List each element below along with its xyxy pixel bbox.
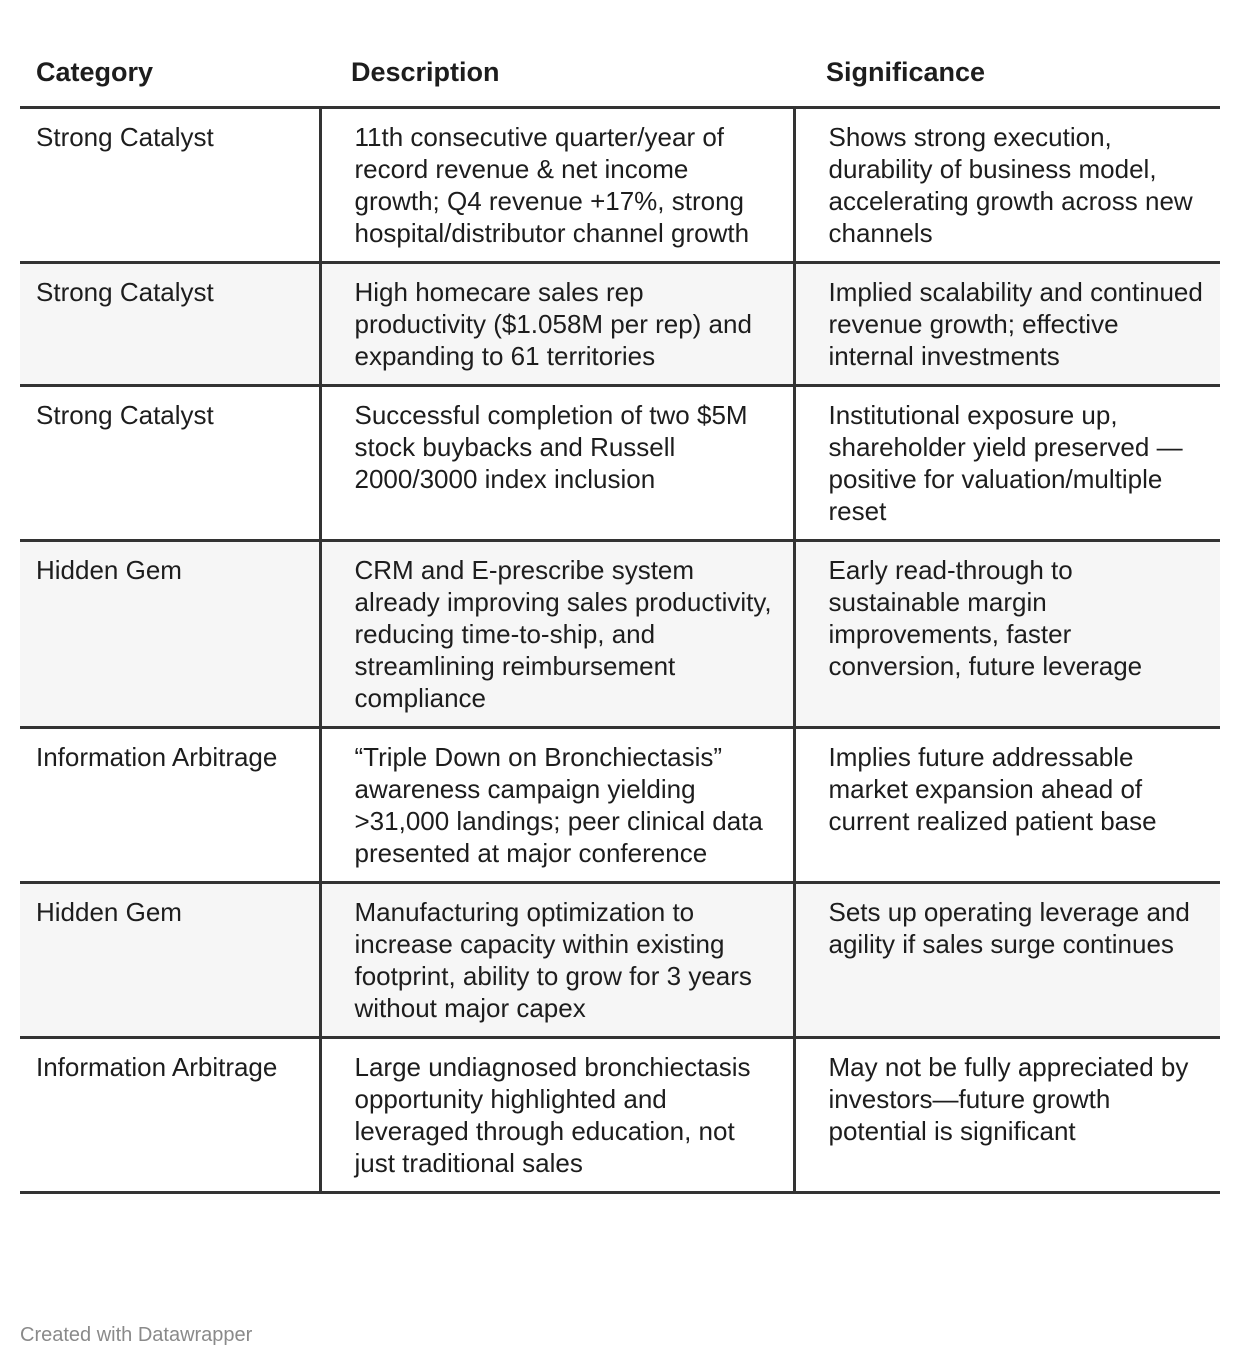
description-cell: CRM and E-prescribe system already improving sales productivity, reducing time-to-ship, and streamlining reimbursement compliance [320, 541, 794, 728]
column-header-description: Description [320, 40, 794, 108]
significance-cell: Shows strong execution, durability of business model, accelerating growth across new channels [794, 108, 1220, 263]
description-cell: Successful completion of two $5M stock buybacks and Russell 2000/3000 index inclusion [320, 386, 794, 541]
category-cell: Information Arbitrage [20, 1038, 320, 1193]
category-cell: Information Arbitrage [20, 728, 320, 883]
table-row [20, 263, 1220, 386]
category-cell: Hidden Gem [20, 883, 320, 1038]
category-cell: Strong Catalyst [20, 263, 320, 386]
description-cell: “Triple Down on Bronchiectasis” awareness campaign yielding >31,000 landings; peer clinical data presented at major conference [320, 728, 794, 883]
significance-cell: Implies future addressable market expansion ahead of current realized patient base [794, 728, 1220, 883]
significance-cell: Institutional exposure up, shareholder yield preserved — positive for valuation/multiple reset [794, 386, 1220, 541]
significance-cell: Early read-through to sustainable margin improvements, faster conversion, future leverage [794, 541, 1220, 728]
table-row [20, 883, 1220, 1038]
table-row [20, 386, 1220, 541]
data-table [20, 40, 1220, 1194]
column-header-category: Category [20, 40, 320, 108]
significance-cell: Sets up operating leverage and agility if sales surge continues [794, 883, 1220, 1038]
significance-cell: Implied scalability and continued revenue growth; effective internal investments [794, 263, 1220, 386]
significance-cell: May not be fully appreciated by investors—future growth potential is significant [794, 1038, 1220, 1193]
description-cell: Manufacturing optimization to increase capacity within existing footprint, ability to grow for 3 years without major capex [320, 883, 794, 1038]
description-cell: High homecare sales rep productivity ($1.058M per rep) and expanding to 61 territories [320, 263, 794, 386]
description-cell: Large undiagnosed bronchiectasis opportunity highlighted and leveraged through education, not just traditional sales [320, 1038, 794, 1193]
column-header-significance: Significance [794, 40, 1220, 108]
table-row [20, 541, 1220, 728]
table-header-row [20, 40, 1220, 108]
category-cell: Hidden Gem [20, 541, 320, 728]
table-row [20, 1038, 1220, 1193]
category-cell: Strong Catalyst [20, 108, 320, 263]
datawrapper-credit: Created with Datawrapper [20, 1324, 253, 1346]
description-cell: 11th consecutive quarter/year of record revenue & net income growth; Q4 revenue +17%, strong hospital/distributor channel growth [320, 108, 794, 263]
category-cell: Strong Catalyst [20, 386, 320, 541]
data-table-container [20, 40, 1220, 1194]
table-row [20, 108, 1220, 263]
table-row [20, 728, 1220, 883]
